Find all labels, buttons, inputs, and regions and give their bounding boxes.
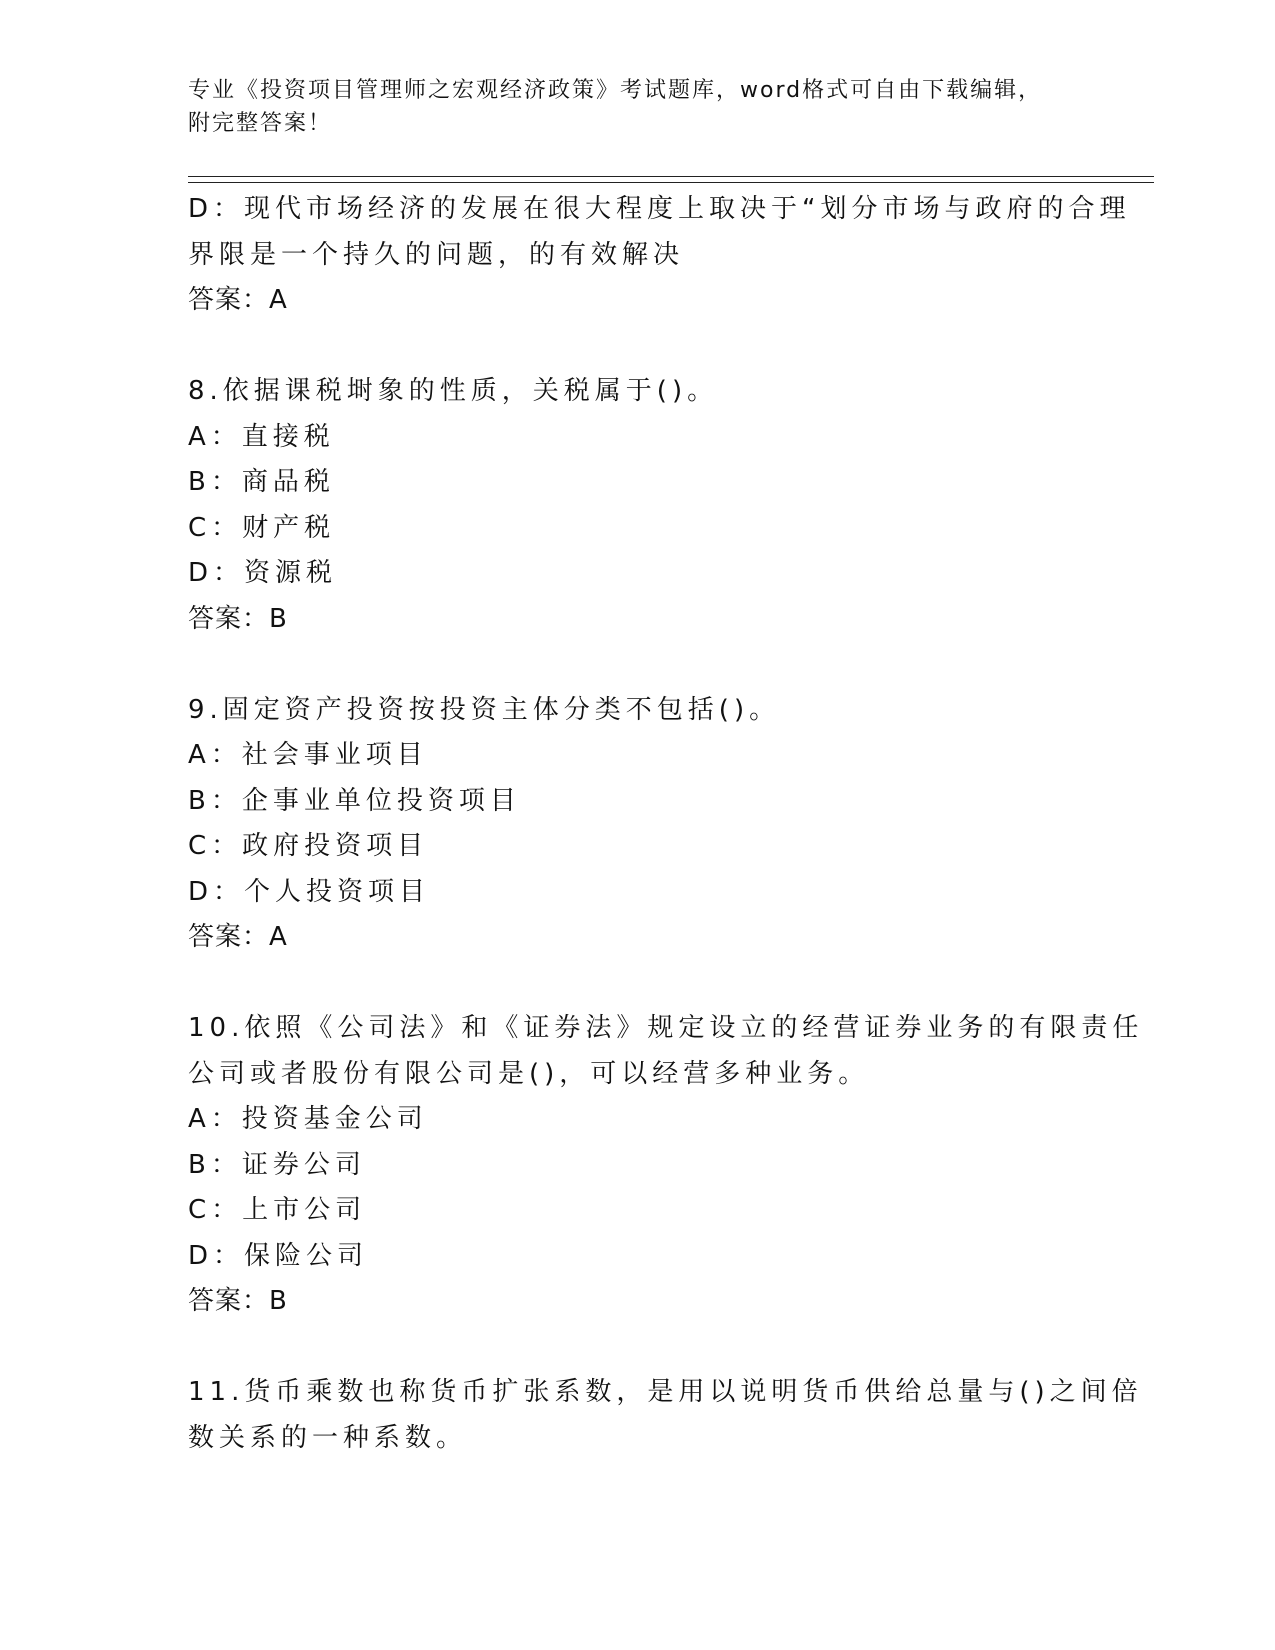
option-c: C：政府投资项目	[188, 831, 429, 861]
question-9	[188, 688, 1088, 961]
spacer	[188, 961, 1088, 1007]
document-header	[188, 74, 1088, 140]
header-divider-top	[188, 176, 1154, 177]
option-a: A：投资基金公司	[188, 1104, 428, 1134]
option-d: D：资源税	[188, 558, 338, 588]
option-c: C：上市公司	[188, 1195, 367, 1225]
answer-label: 答案：B	[188, 603, 288, 634]
question-8	[188, 369, 1088, 642]
question-text-continued: 数关系的一种系数。	[188, 1422, 468, 1453]
previous-question-tail	[188, 187, 1131, 324]
option-a: A：直接税	[188, 421, 335, 452]
question-10	[188, 1006, 1144, 1325]
option-d-continued: 界限是一个持久的问题，的有效解决	[188, 239, 685, 270]
question-text: 9.固定资产投资按投资主体分类不包括()。	[188, 694, 781, 725]
question-content	[188, 187, 1144, 1461]
option-b: B：商品税	[188, 467, 335, 497]
option-d: D：现代市场经济的发展在很大程度上取决于“划分市场与政府的合理	[188, 194, 1131, 224]
option-d: D：保险公司	[188, 1240, 369, 1271]
answer-label: 答案：A	[188, 922, 288, 952]
question-text-continued: 公司或者股份有限公司是()，可以经营多种业务。	[188, 1058, 870, 1089]
spacer	[188, 642, 1088, 688]
option-b: B：企事业单位投资项目	[188, 785, 521, 816]
header-line-2: 附完整答案！	[188, 111, 333, 136]
question-text: 10.依照《公司法》和《证券法》规定设立的经营证券业务的有限责任	[188, 1013, 1144, 1043]
header-divider-bottom	[188, 182, 1154, 183]
header-line-1: 专业《投资项目管理师之宏观经济政策》考试题库，word格式可自由下载编辑，	[188, 78, 1043, 103]
spacer	[188, 1325, 1088, 1371]
spacer	[188, 324, 1088, 370]
answer-label: 答案：B	[188, 1286, 288, 1316]
question-11	[188, 1370, 1143, 1461]
option-d: D：个人投资项目	[188, 876, 431, 907]
option-b: B：证券公司	[188, 1149, 366, 1180]
question-text: 11.货币乘数也称货币扩张系数，是用以说明货币供给总量与()之间倍	[188, 1377, 1143, 1407]
answer-label: 答案：A	[188, 285, 288, 315]
option-c: C：财产税	[188, 512, 336, 543]
question-text: 8.依据课税埘象的性质，关税属于()。	[188, 376, 719, 406]
option-a: A：社会事业项目	[188, 740, 428, 770]
